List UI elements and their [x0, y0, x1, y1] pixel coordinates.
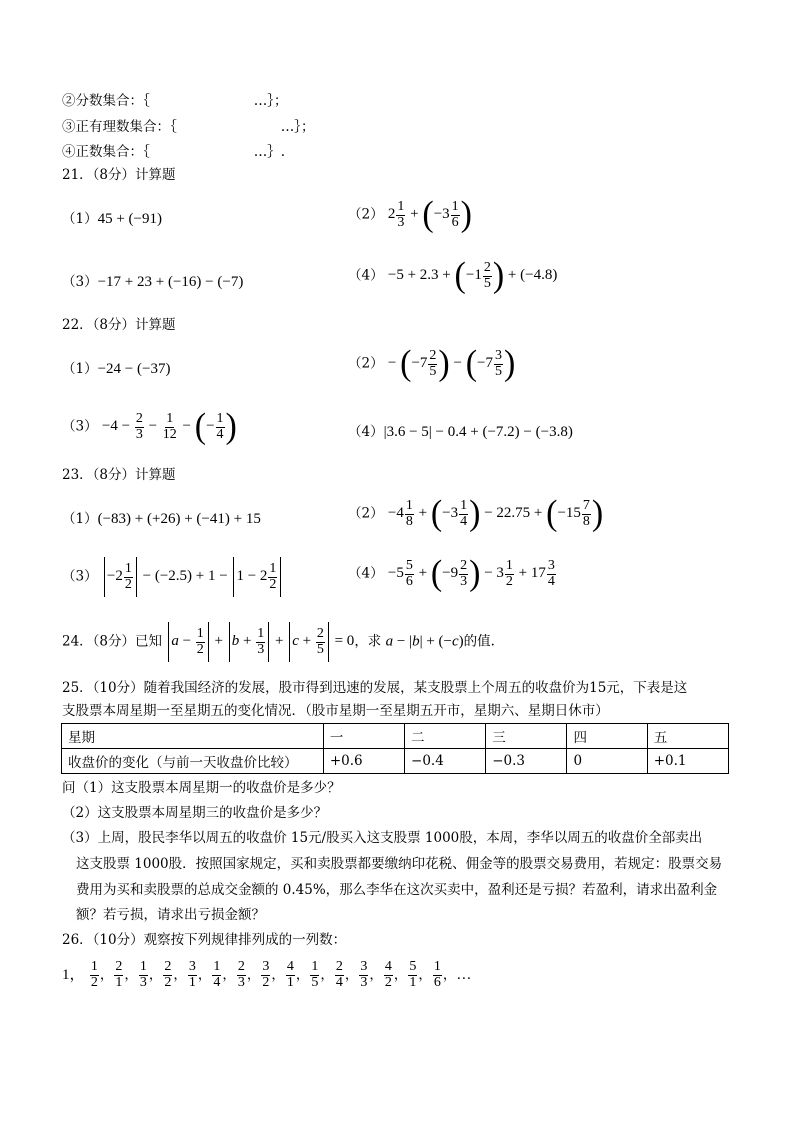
sequence-fraction: $\frac{1}{2}$ — [90, 959, 98, 990]
sequence-fraction: $\frac{2}{3}$ — [237, 959, 245, 990]
q26-title: 26．（10分）观察按下列规律排列成的一列数： — [62, 932, 347, 948]
set-line-fraction: ②分数集合：｛ …｝； — [62, 93, 288, 109]
table-cell: −0.4 — [405, 749, 486, 774]
sequence-fraction: $\frac{1}{6}$ — [433, 959, 441, 990]
table-cell: −0.3 — [486, 749, 567, 774]
sequence-fraction: $\frac{3}{3}$ — [360, 959, 368, 990]
table-cell: 四 — [567, 724, 647, 749]
table-cell: 二 — [405, 724, 486, 749]
q23-part2: （2） −4 $\frac{1}{8}$ + (−3 $\frac{1}{4}$ ) − 22.75 + (−15 $\frac{7}{8}$ ) — [348, 494, 604, 533]
q22-title: 22．（8分）计算题 — [62, 317, 176, 333]
q21-part1: （1）45 + (−91) — [62, 211, 163, 227]
sequence-fraction: $\frac{1}{3}$ — [139, 959, 147, 990]
sequence-fraction: $\frac{5}{1}$ — [409, 959, 417, 990]
sequence-fraction: $\frac{3}{1}$ — [188, 959, 196, 990]
q25-sub3-line2: 这支股票 1000股．按照国家规定，买和卖股票都要缴纳印花税、佣金等的股票交易费用，若规定：股票交易 — [76, 856, 723, 872]
table-cell: 五 — [647, 724, 728, 749]
set-line-positive: ④正数集合：｛ …｝. — [62, 144, 286, 160]
sequence-fraction: $\frac{2}{4}$ — [335, 959, 343, 990]
q21-part3: （3）−17 + 23 + (−16) − (−7) — [62, 274, 244, 290]
q26-sequence: 1， $\frac{1}{2}$ ， $\frac{2}{1}$ ， $\frac{1}{3}$ ， $\frac{2}{2}$ ， $\frac{3}{1}$ ， $\frac{1}{4}$ ， $\frac{2}{3}$ ， $\frac{3}{2}$ ， $\frac{4}{1}$ ， $\frac{1}{5}$ ， $\frac{2}{4}$ ， $\frac{3}{3}$ ， $\frac{4}{2}$ ， $\frac{5}{1}$ ， $\frac{1}{6}$ ，… — [62, 959, 472, 990]
sequence-fraction: $\frac{1}{5}$ — [311, 959, 319, 990]
q25-sub3-line1: （3）上周，股民李华以周五的收盘价 15元/股买入这支股票 1000股，本周，李华以周五的收盘价全部卖出 — [62, 830, 703, 846]
table-cell: 星期 — [62, 724, 324, 749]
table-cell: 一 — [323, 724, 404, 749]
q21-title: 21．（8分）计算题 — [62, 167, 176, 183]
q21-part2: （2） 2 $\frac{1}{3}$ + (−3 $\frac{1}{6}$ ) — [348, 195, 472, 234]
q25-sub1: 问（1）这支股票本周星期一的收盘价是多少？ — [62, 780, 341, 796]
sequence-fraction: $\frac{4}{1}$ — [286, 959, 294, 990]
q22-part1: （1）−24 − (−37) — [62, 361, 171, 377]
sequence-first: 1， — [62, 967, 85, 983]
q25-line2: 支股票本周星期一至星期五的变化情况．（股市星期一至星期五开市，星期六、星期日休市） — [62, 703, 609, 719]
table-cell: 0 — [567, 749, 647, 774]
sequence-ellipsis: … — [456, 967, 472, 983]
q23-part1: （1）(−83) + (+26) + (−41) + 15 — [62, 511, 261, 527]
sequence-fraction: $\frac{2}{1}$ — [115, 959, 123, 990]
sequence-fraction: $\frac{4}{2}$ — [384, 959, 392, 990]
q22-part3: （3） −4 − $\frac{2}{3}$ − $\frac{1}{12}$ − (− $\frac{1}{4}$ ) — [62, 407, 237, 446]
sequence-fraction: $\frac{1}{4}$ — [213, 959, 221, 990]
table-cell: 三 — [486, 724, 567, 749]
table-row — [62, 749, 729, 774]
q25-sub3-line4: 额？若亏损，请求出亏损金额？ — [76, 907, 265, 923]
q24: 24．（8分）已知 a − $\frac{1}{2}$ + b + $\frac{1}{3}$ + c + $\frac{2}{5}$ = 0，求 a − |b| + (−c)的值. — [62, 622, 495, 662]
sequence-fraction: $\frac{2}{2}$ — [164, 959, 172, 990]
table-header-row — [62, 724, 729, 749]
q22-part2: （2） − (−7 $\frac{2}{5}$ ) − (−7 $\frac{3}{5}$ ) — [348, 344, 516, 383]
table-cell: 收盘价的变化（与前一天收盘价比较） — [62, 749, 324, 774]
q22-part4: （4）|3.6 − 5| − 0.4 + (−7.2) − (−3.8) — [348, 424, 573, 440]
q21-part4: （4） −5 + 2.3 + (−1 $\frac{2}{5}$ ) + (−4.8) — [348, 256, 558, 295]
q23-part3: （3） −2 $\frac{1}{2}$ − (−2.5) + 1 − 1 − 2 $\frac{1}{2}$ — [62, 557, 283, 597]
q23-part4: （4） −5 $\frac{5}{6}$ + (−9 $\frac{2}{3}$ ) − 3 $\frac{1}{2}$ + 17 $\frac{3}{4}$ — [348, 554, 555, 593]
stock-change-table — [61, 723, 729, 774]
q23-title: 23．（8分）计算题 — [62, 467, 176, 483]
set-line-positive-rational: ③正有理数集合：｛ …｝； — [62, 119, 315, 135]
sequence-fraction: $\frac{3}{2}$ — [262, 959, 270, 990]
table-cell: +0.6 — [323, 749, 404, 774]
q25-sub3-line3: 费用为买和卖股票的总成交金额的 0.45%，那么李华在这次买卖中，盈利还是亏损？若盈利，请求出盈利金 — [76, 882, 718, 898]
q25-line1: 25．（10分）随着我国经济的发展，股市得到迅速的发展，某支股票上个周五的收盘价为15元，下表是这 — [62, 680, 688, 696]
q25-sub2: （2）这支股票本周星期三的收盘价是多少？ — [62, 805, 328, 821]
table-cell: +0.1 — [647, 749, 728, 774]
